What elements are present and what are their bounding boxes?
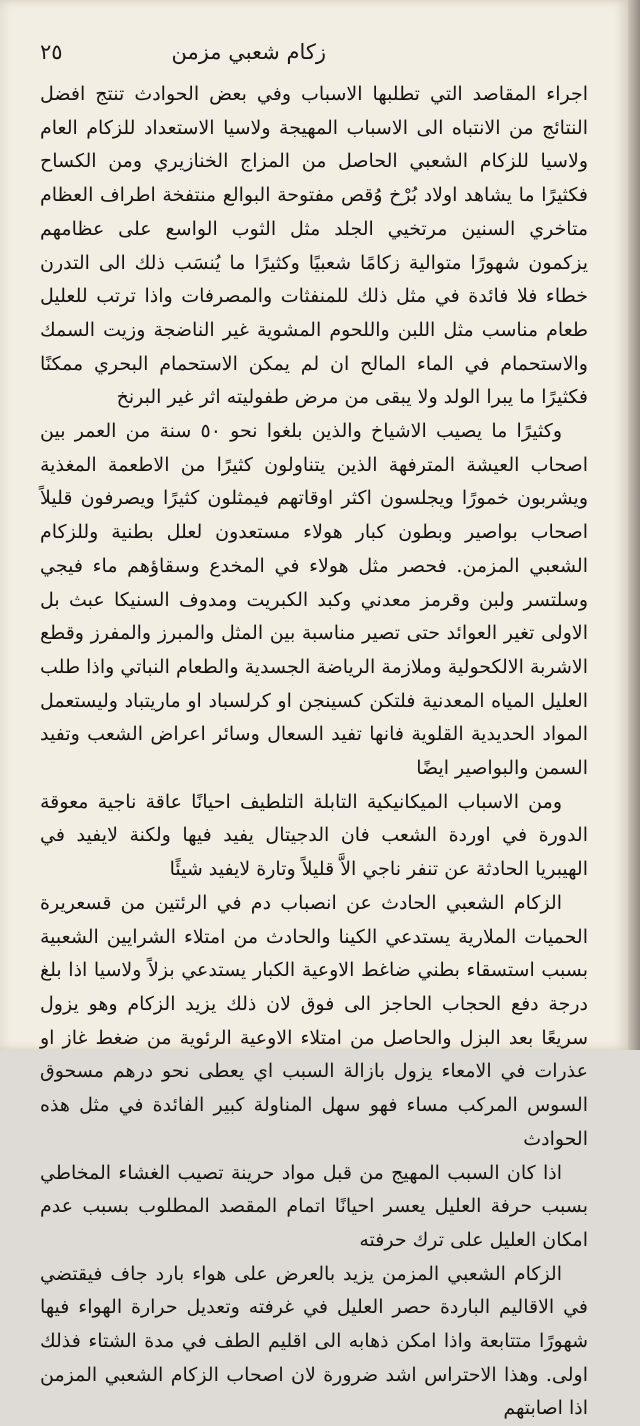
paragraph-1: اجراء المقاصد التي تطلبها الاسباب وفي بعض الحوادث تنتج افضل النتائج من الانتباه الى الاسباب المهيجة ولاسيا الاستعداد للزكام العام ولاسيا للزكام الشعبي الحاصل من المزاج الخنازيري ومن الكساح فكثيرًا ما يشاهد اولاد بُرْخ وُقص مفتوحة البوالع منتفخة اطراف العظام متاخري السنين مرتخيي الجلد مثل الثوب الواسع على عظامهم يزكمون شهورًا متوالية زكامًا شعبيًا وكثيرًا ما يُنسَب ذلك الى التدرن خطاء فلا فائدة في مثل ذلك للمنفثات والمصرفات واذا ترتب للعليل طعام مناسب مثل اللبن واللحوم المشوية غير الناضجة وزيت السمك والاستحمام في الماء المالح ان لم يمكن الاستحمام البحري ممكنًا فكثيرًا ما يبرا الولد ولا يبقى من مرض طفوليته اثر غير البرنخ: [40, 83, 588, 409]
paragraph-3: ومن الاسباب الميكانيكية التابلة التلطيف احيانًا عاقة ناجية معوقة الدورة في اوردة الشعب فان الدجيتال يفيد فيها ولكنة لايفيد في الهيبريا الحادثة عن تنفر ناجي الاَّ قليلاً وتارة لايفيد شيئًا: [40, 790, 588, 881]
page-header: [40, 36, 576, 76]
paragraph-6: الزكام الشعبي المزمن يزيد بالعرض على هواء بارد جاف فيقتضي في الاقاليم الباردة حصر العليل في غرفته وتعديل حرارة الهواء فيها شهورًا متتابعة واذا امكن ذهابه الى اقليم الطف في مدة الشتاء فذلك اولى. وهذا الاحتراس اشد ضرورة لان اصحاب الزكام الشعبي المزمن اذا اصابتهم: [40, 1262, 588, 1420]
running-title: زكام شعبي مزمن: [171, 40, 326, 64]
book-gutter-edge: [628, 0, 640, 1050]
paragraph-2: وكثيرًا ما يصيب الاشياخ والذين بلغوا نحو ٥٠ سنة من العمر بين اصحاب العيشة المترفهة الذين يتناولون كثيرًا من الاطعمة المغذية ويشربون خمورًا ويجلسون اكثر اوقاتهم فيمثلون كثيرًا ويصرفون قليلاً اصحاب بواصير وبطون كبار هولاء مستعدون لعلل بطنية وللزكام الشعبي المزمن. فحصر مثل هولاء في المخدع وسقاؤهم ماء فيجي وسلتسر ولبن وقرمز معدني وكبد الكبريت ومدوف السنيكا عبث بل الاولى تغير العوائد حتى تصير مناسبة بين المثل والمبرز والمفرز وقطع الاشربة الالكحولية وملازمة الرياضة الجسدية والطعام النباتي واذا طلب العليل المياه المعدنية فلتكن كسينجن او كرلسباد او ماريتباد وليستعمل المواد الحديدية القلوية فانها تفيد السعال وسائر اعراض الشعب وتفيد السمن والبواصير ايضًا: [40, 420, 588, 780]
body-text: [40, 78, 588, 1420]
paragraph-5: اذا كان السبب المهيج من قبل مواد حرينة تصيب الغشاء المخاطي بسبب حرفة العليل يعسر احيانًا اتمام المقصد المطلوب بسبب عدم امكان العليل على ترك حرفته: [40, 1161, 588, 1251]
paragraph-4: الزكام الشعبي الحادث عن انصباب دم في الرئتين من قسعريرة الحميات الملارية يستدعي الكينا والحادث من امتلاء الشرايين الشعبية بسبب استسقاء بطني ضاغط الاوعية الكبار يستدعي بزلاً ولاسيا اذا بلغ درجة دفع الحجاب الحاجز الى فوق لان ذلك يزيد الزكام وهو يزول سريعًا بعد البزل والحاصل من امتلاء الاوعية الرئوية من ضغط غاز او عذرات في الامعاء يزول بازالة السبب اي يعطى نحو درهم مسحوق السوس المركب مساء فهو سهل المناولة كبير الفائدة في مثل هذه الحوادث: [40, 891, 588, 1150]
page-number: ٢٥: [40, 40, 63, 64]
